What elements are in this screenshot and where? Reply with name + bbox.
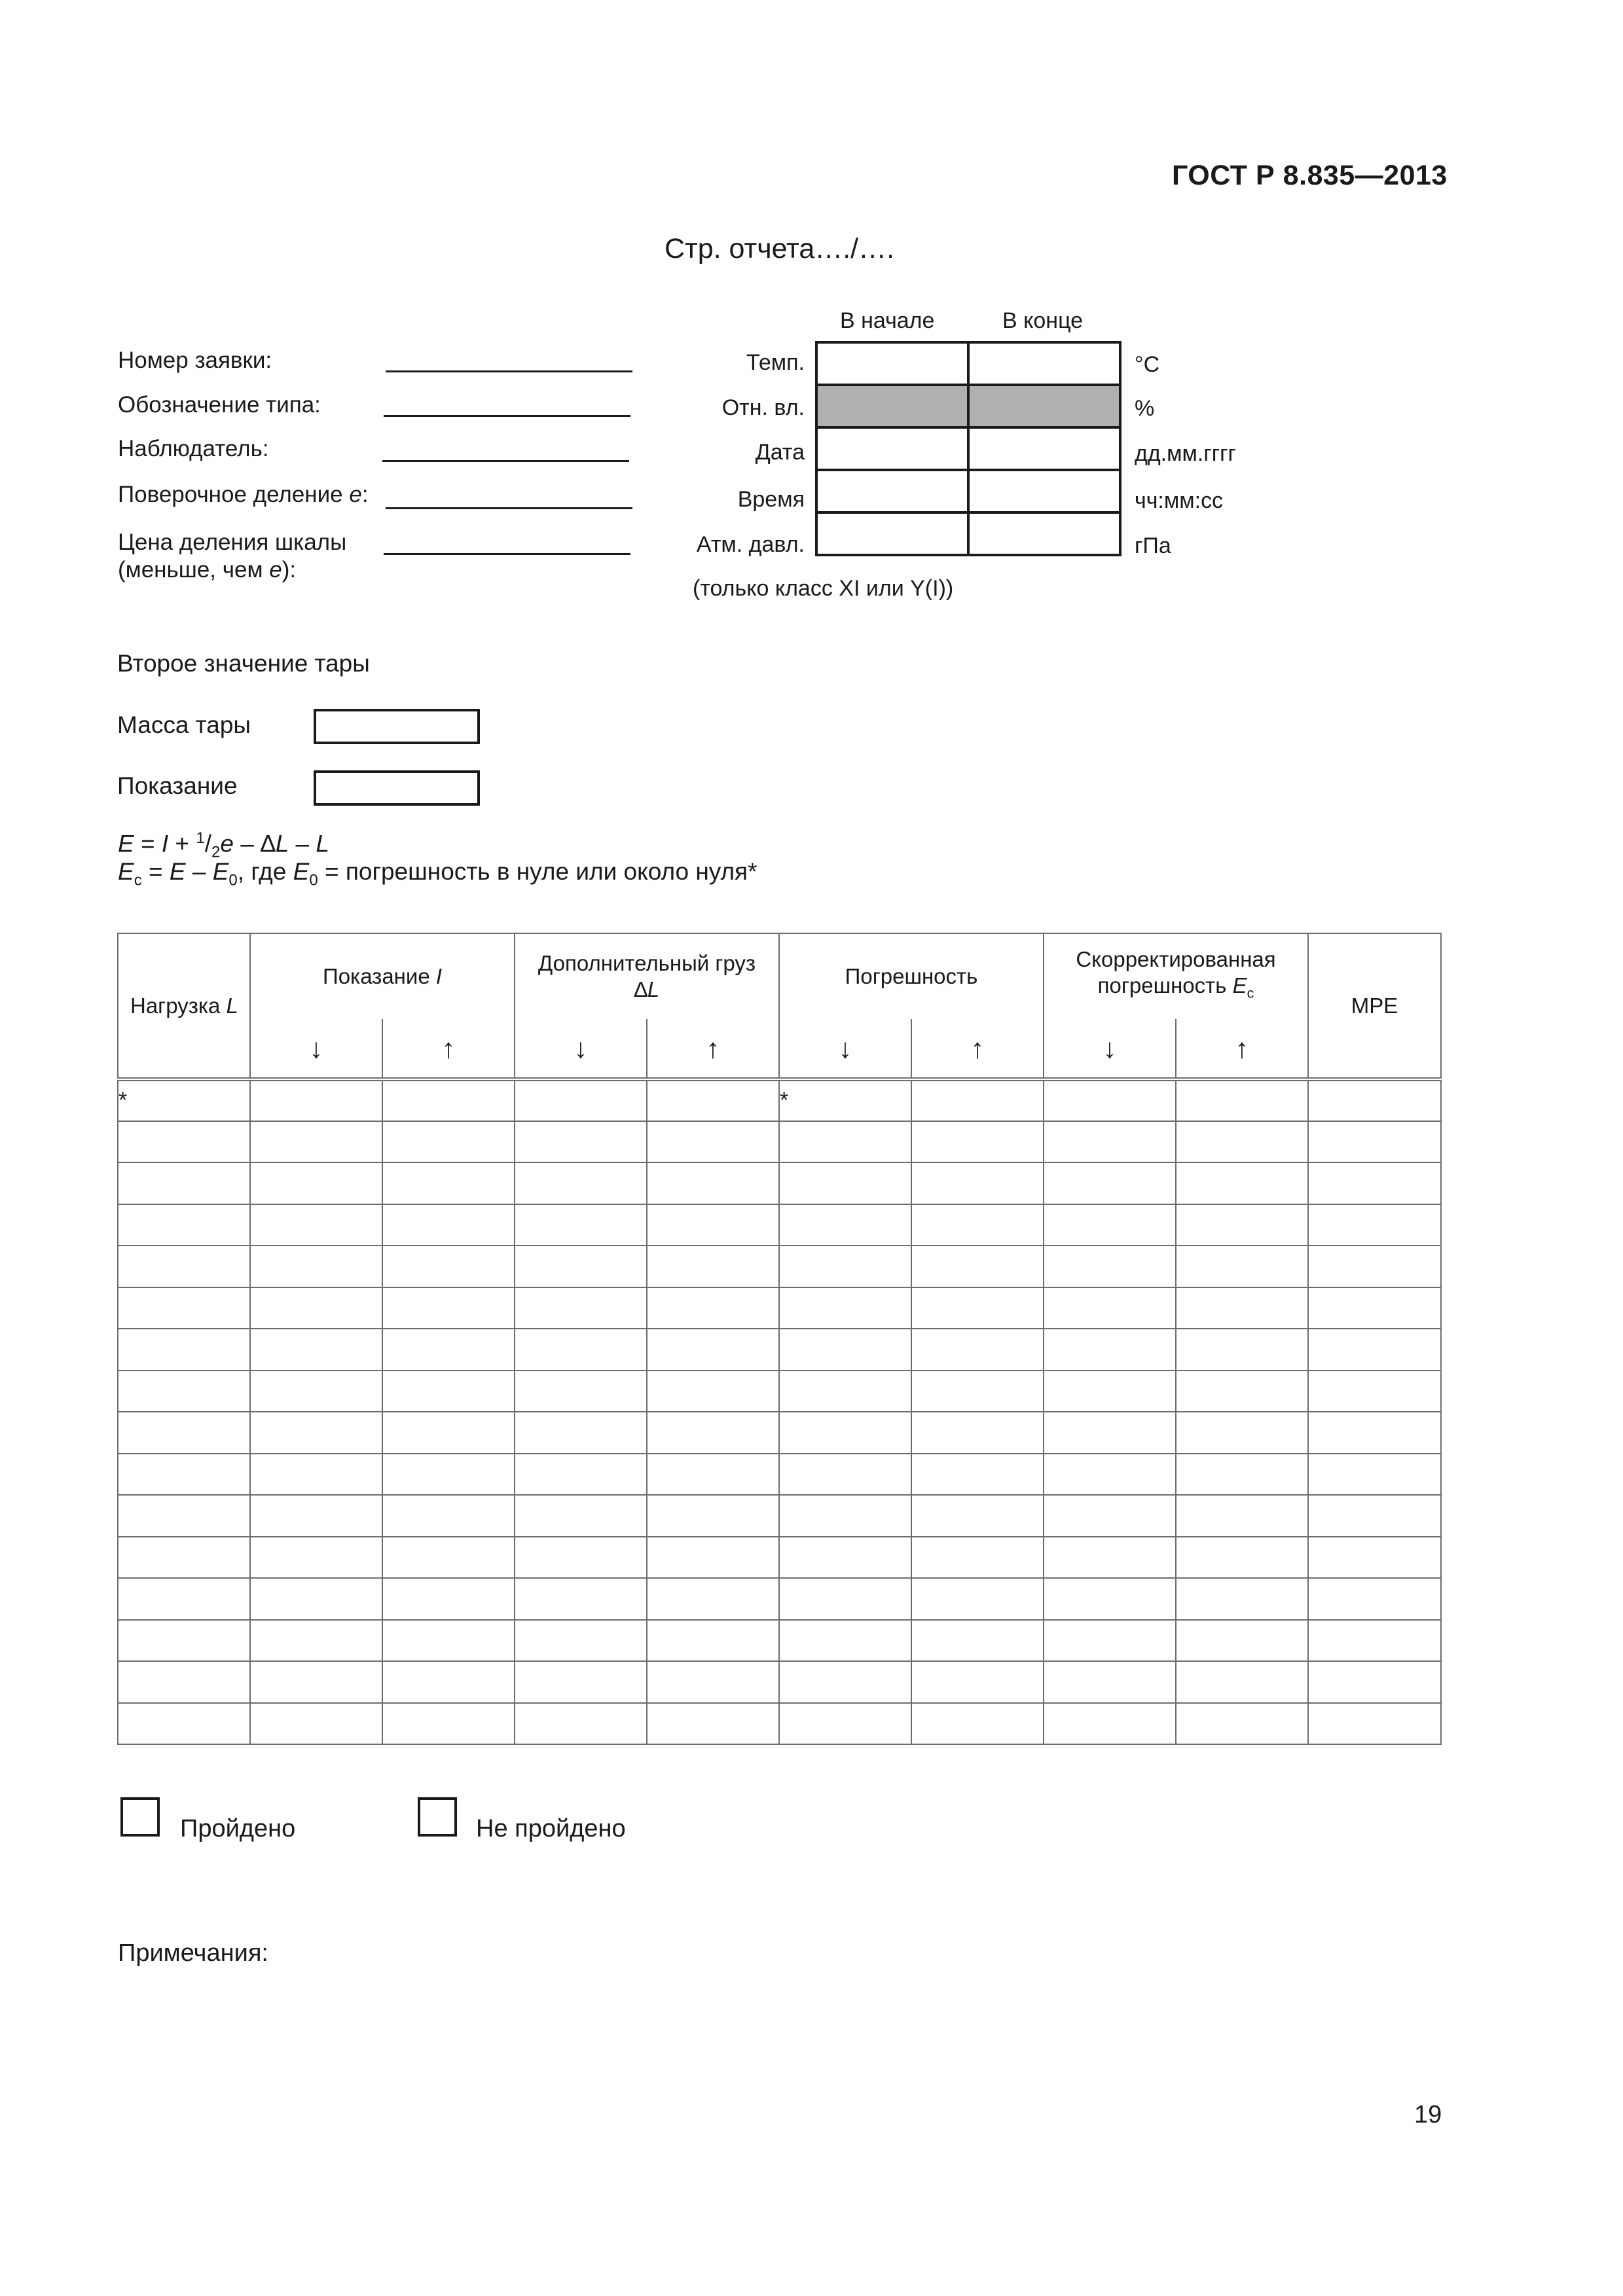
field-label-verification-interval: Поверочное деление e:	[118, 482, 369, 507]
table-cell[interactable]	[1176, 1079, 1308, 1121]
table-cell[interactable]	[1044, 1620, 1176, 1662]
table-cell[interactable]	[250, 1412, 382, 1454]
table-cell[interactable]	[1044, 1412, 1176, 1454]
failed-label: Не пройдено	[476, 1815, 626, 1842]
tare-reading-box[interactable]	[314, 770, 480, 806]
table-cell[interactable]	[118, 1162, 250, 1204]
field-label-type: Обозначение типа:	[118, 392, 321, 418]
table-cell[interactable]	[515, 1578, 647, 1620]
conditions-unit-pressure: гПа	[1135, 533, 1171, 558]
table-cell[interactable]	[779, 1703, 911, 1745]
table-cell[interactable]	[1044, 1495, 1176, 1537]
temp-start-cell[interactable]	[816, 342, 968, 385]
table-cell[interactable]	[515, 1537, 647, 1579]
table-cell[interactable]	[1176, 1495, 1308, 1537]
table-cell[interactable]	[647, 1371, 779, 1412]
table-cell[interactable]	[1308, 1620, 1441, 1662]
table-cell[interactable]	[515, 1495, 647, 1537]
conditions-col-end: В конце	[1002, 308, 1084, 333]
table-cell[interactable]	[1176, 1454, 1308, 1496]
temp-end-cell[interactable]	[968, 342, 1120, 385]
table-cell[interactable]	[515, 1661, 647, 1703]
table-row	[118, 1703, 1441, 1745]
col-header-load: Нагрузка L	[118, 933, 250, 1079]
table-cell[interactable]	[911, 1537, 1044, 1579]
conditions-col-start: В начале	[840, 308, 935, 333]
table-cell[interactable]	[250, 1495, 382, 1537]
table-cell[interactable]	[779, 1495, 911, 1537]
table-cell[interactable]	[647, 1454, 779, 1496]
table-row	[118, 1162, 1441, 1204]
table-cell[interactable]	[118, 1495, 250, 1537]
table-cell[interactable]	[382, 1412, 515, 1454]
zero-load-marker[interactable]: *	[779, 1079, 911, 1121]
table-cell[interactable]	[118, 1287, 250, 1329]
table-cell[interactable]	[911, 1287, 1044, 1329]
table-cell[interactable]	[779, 1204, 911, 1246]
table-cell[interactable]	[1176, 1620, 1308, 1662]
table-cell[interactable]	[1308, 1079, 1441, 1121]
table-cell[interactable]	[779, 1578, 911, 1620]
table-cell[interactable]	[779, 1412, 911, 1454]
table-cell[interactable]	[911, 1162, 1044, 1204]
table-cell[interactable]	[911, 1495, 1044, 1537]
failed-checkbox[interactable]	[418, 1797, 457, 1837]
table-cell[interactable]	[118, 1329, 250, 1371]
table-cell[interactable]	[382, 1246, 515, 1287]
humidity-end-cell[interactable]	[968, 385, 1120, 427]
table-cell[interactable]	[647, 1412, 779, 1454]
table-cell[interactable]	[779, 1329, 911, 1371]
table-cell[interactable]	[647, 1620, 779, 1662]
table-cell[interactable]	[118, 1371, 250, 1412]
field-label-request-number: Номер заявки:	[118, 348, 272, 373]
table-cell[interactable]	[382, 1371, 515, 1412]
table-cell[interactable]	[250, 1578, 382, 1620]
time-end-cell[interactable]	[968, 470, 1120, 512]
table-cell[interactable]	[382, 1121, 515, 1163]
table-cell[interactable]	[1044, 1329, 1176, 1371]
table-cell[interactable]	[1176, 1371, 1308, 1412]
page-number: 19	[1414, 2101, 1442, 2128]
table-cell[interactable]	[250, 1246, 382, 1287]
table-cell[interactable]	[647, 1079, 779, 1121]
test-results-table	[117, 933, 1442, 1745]
table-cell[interactable]	[1308, 1371, 1441, 1412]
table-cell[interactable]	[647, 1287, 779, 1329]
conditions-note: (только класс XI или Y(I))	[693, 576, 954, 601]
conditions-label-pressure: Атм. давл.	[696, 532, 805, 557]
table-cell[interactable]	[911, 1661, 1044, 1703]
table-cell[interactable]	[250, 1703, 382, 1745]
field-line-verification-interval[interactable]	[386, 507, 632, 509]
table-row	[118, 1079, 1441, 1121]
table-cell[interactable]	[647, 1204, 779, 1246]
table-cell[interactable]	[515, 1121, 647, 1163]
arrow-up-icon: ↑	[647, 1019, 779, 1079]
table-cell[interactable]	[647, 1495, 779, 1537]
table-cell[interactable]	[911, 1246, 1044, 1287]
table-cell[interactable]	[382, 1329, 515, 1371]
conditions-unit-time: чч:мм:сс	[1135, 488, 1224, 513]
table-row	[118, 1246, 1441, 1287]
table-cell[interactable]	[911, 1578, 1044, 1620]
table-cell[interactable]	[382, 1703, 515, 1745]
table-row	[118, 1454, 1441, 1496]
field-line-scale-interval[interactable]	[384, 553, 630, 555]
table-cell[interactable]	[1176, 1287, 1308, 1329]
table-cell[interactable]	[515, 1246, 647, 1287]
table-cell[interactable]	[647, 1162, 779, 1204]
tare-mass-box[interactable]	[314, 709, 480, 744]
table-row	[118, 1537, 1441, 1579]
col-header-reading: Показание I	[250, 933, 515, 1019]
table-cell[interactable]	[382, 1162, 515, 1204]
table-cell[interactable]	[1176, 1121, 1308, 1163]
humidity-start-cell[interactable]	[816, 385, 968, 427]
conditions-label-date: Дата	[755, 440, 805, 465]
table-cell[interactable]	[515, 1287, 647, 1329]
table-cell[interactable]	[250, 1537, 382, 1579]
table-cell[interactable]	[250, 1620, 382, 1662]
table-cell[interactable]	[779, 1620, 911, 1662]
table-cell[interactable]	[779, 1246, 911, 1287]
table-cell[interactable]	[1308, 1703, 1441, 1745]
table-row	[118, 1620, 1441, 1662]
table-cell[interactable]	[779, 1121, 911, 1163]
table-cell[interactable]	[779, 1371, 911, 1412]
table-cell[interactable]	[647, 1703, 779, 1745]
table-row	[118, 1371, 1441, 1412]
table-cell[interactable]	[250, 1079, 382, 1121]
table-cell[interactable]	[1176, 1162, 1308, 1204]
table-cell[interactable]	[911, 1204, 1044, 1246]
standard-number: ГОСТ Р 8.835—2013	[1172, 160, 1448, 191]
conditions-label-time: Время	[737, 487, 805, 512]
table-cell[interactable]	[1308, 1412, 1441, 1454]
tare-mass-label: Масса тары	[117, 711, 251, 738]
table-row	[118, 1329, 1441, 1371]
table-cell[interactable]	[1044, 1287, 1176, 1329]
arrow-down-icon: ↓	[515, 1019, 647, 1079]
field-label-scale-interval: Цена деления шкалы (меньше, чем e):	[118, 529, 347, 583]
field-line-request-number[interactable]	[386, 370, 632, 372]
table-cell[interactable]	[515, 1079, 647, 1121]
table-cell[interactable]	[118, 1620, 250, 1662]
table-cell[interactable]	[779, 1162, 911, 1204]
table-cell[interactable]	[250, 1162, 382, 1204]
table-cell[interactable]	[1308, 1246, 1441, 1287]
table-cell[interactable]	[1044, 1162, 1176, 1204]
table-cell[interactable]	[515, 1204, 647, 1246]
table-cell[interactable]	[911, 1412, 1044, 1454]
table-cell[interactable]	[647, 1578, 779, 1620]
table-row	[118, 1495, 1441, 1537]
table-cell[interactable]	[1308, 1329, 1441, 1371]
table-cell[interactable]	[1176, 1661, 1308, 1703]
table-cell[interactable]	[1176, 1703, 1308, 1745]
table-cell[interactable]	[1308, 1661, 1441, 1703]
table-cell[interactable]	[515, 1454, 647, 1496]
table-cell[interactable]	[382, 1495, 515, 1537]
table-cell[interactable]	[382, 1079, 515, 1121]
table-cell[interactable]	[515, 1162, 647, 1204]
table-row	[118, 1287, 1441, 1329]
conditions-label-humidity: Отн. вл.	[721, 395, 805, 420]
table-cell[interactable]	[250, 1121, 382, 1163]
table-cell[interactable]	[1176, 1246, 1308, 1287]
table-cell[interactable]	[1308, 1578, 1441, 1620]
table-cell[interactable]	[382, 1537, 515, 1579]
table-cell[interactable]	[1176, 1204, 1308, 1246]
table-row	[118, 1412, 1441, 1454]
table-cell[interactable]	[382, 1620, 515, 1662]
table-cell[interactable]	[1308, 1162, 1441, 1204]
table-cell[interactable]	[779, 1287, 911, 1329]
time-start-cell[interactable]	[816, 470, 968, 512]
col-header-extra-load: Дополнительный груз ∆L	[515, 933, 779, 1019]
arrow-down-icon: ↓	[250, 1019, 382, 1079]
table-row	[118, 1661, 1441, 1703]
table-cell[interactable]	[779, 1537, 911, 1579]
table-cell[interactable]	[1308, 1454, 1441, 1496]
conditions-label-temp: Темп.	[746, 350, 805, 375]
col-header-mpe: MPE	[1308, 933, 1441, 1079]
table-cell[interactable]	[1308, 1121, 1441, 1163]
table-cell[interactable]	[515, 1329, 647, 1371]
table-cell[interactable]	[382, 1661, 515, 1703]
table-cell[interactable]	[911, 1121, 1044, 1163]
table-cell[interactable]	[118, 1578, 250, 1620]
table-cell[interactable]	[911, 1371, 1044, 1412]
pressure-end-cell[interactable]	[968, 512, 1120, 555]
table-cell[interactable]	[1308, 1287, 1441, 1329]
table-cell[interactable]	[118, 1412, 250, 1454]
table-cell[interactable]	[382, 1454, 515, 1496]
date-end-cell[interactable]	[968, 427, 1120, 470]
table-cell[interactable]	[1044, 1371, 1176, 1412]
table-cell[interactable]	[118, 1246, 250, 1287]
table-cell[interactable]	[1176, 1537, 1308, 1579]
table-cell[interactable]	[1044, 1661, 1176, 1703]
col-header-error: Погрешность	[779, 933, 1044, 1019]
table-cell[interactable]	[647, 1329, 779, 1371]
table-cell[interactable]	[647, 1246, 779, 1287]
zero-load-marker[interactable]: *	[118, 1079, 250, 1121]
conditions-unit-temp: °C	[1135, 352, 1160, 377]
table-cell[interactable]	[911, 1703, 1044, 1745]
tare-reading-label: Показание	[117, 772, 238, 799]
table-cell[interactable]	[1308, 1204, 1441, 1246]
arrow-down-icon: ↓	[1044, 1019, 1176, 1079]
field-label-observer: Наблюдатель:	[118, 436, 269, 461]
table-cell[interactable]	[250, 1371, 382, 1412]
table-cell[interactable]	[1176, 1412, 1308, 1454]
table-cell[interactable]	[118, 1204, 250, 1246]
table-cell[interactable]	[250, 1204, 382, 1246]
table-body	[118, 1079, 1441, 1744]
table-cell[interactable]	[1044, 1204, 1176, 1246]
arrow-up-icon: ↑	[1176, 1019, 1308, 1079]
arrow-up-icon: ↑	[382, 1019, 515, 1079]
table-cell[interactable]	[118, 1537, 250, 1579]
table-cell[interactable]	[1176, 1329, 1308, 1371]
table-cell[interactable]	[118, 1661, 250, 1703]
field-line-type[interactable]	[384, 415, 630, 417]
field-line-observer[interactable]	[382, 460, 629, 462]
conditions-grid	[815, 341, 1122, 556]
table-cell[interactable]	[647, 1661, 779, 1703]
tare-title: Второе значение тары	[117, 650, 370, 677]
table-row	[118, 1578, 1441, 1620]
table-cell[interactable]	[1044, 1246, 1176, 1287]
table-cell[interactable]	[118, 1454, 250, 1496]
formula-corrected-error: $E_c = E - E_0$, где $E_0$ = погрешность в нуле или около нуля*	[118, 858, 757, 889]
table-cell[interactable]	[1044, 1079, 1176, 1121]
table-cell[interactable]	[1044, 1537, 1176, 1579]
table-cell[interactable]	[779, 1454, 911, 1496]
table-cell[interactable]	[118, 1703, 250, 1745]
table-cell[interactable]	[647, 1537, 779, 1579]
table-cell[interactable]	[382, 1287, 515, 1329]
table-cell[interactable]	[250, 1661, 382, 1703]
table-cell[interactable]	[911, 1620, 1044, 1662]
table-cell[interactable]	[118, 1121, 250, 1163]
table-cell[interactable]	[1176, 1578, 1308, 1620]
table-cell[interactable]	[382, 1578, 515, 1620]
arrow-down-icon: ↓	[779, 1019, 911, 1079]
table-cell[interactable]	[1044, 1703, 1176, 1745]
table-cell[interactable]	[250, 1454, 382, 1496]
table-cell[interactable]	[911, 1079, 1044, 1121]
passed-checkbox[interactable]	[120, 1797, 160, 1837]
table-cell[interactable]	[647, 1121, 779, 1163]
date-start-cell[interactable]	[816, 427, 968, 470]
formula-error: $E = I + ^1/_2e - \Delta L - L$	[118, 829, 329, 861]
table-cell[interactable]	[515, 1412, 647, 1454]
table-cell[interactable]	[515, 1703, 647, 1745]
pressure-start-cell[interactable]	[816, 512, 968, 555]
conditions-unit-date: дд.мм.гггг	[1135, 441, 1236, 466]
table-cell[interactable]	[515, 1620, 647, 1662]
table-row	[118, 1204, 1441, 1246]
table-cell[interactable]	[779, 1661, 911, 1703]
table-cell[interactable]	[1308, 1537, 1441, 1579]
notes-label: Примечания:	[118, 1939, 268, 1967]
table-cell[interactable]	[1044, 1121, 1176, 1163]
table-cell[interactable]	[515, 1371, 647, 1412]
table-cell[interactable]	[911, 1454, 1044, 1496]
table-cell[interactable]	[911, 1329, 1044, 1371]
table-cell[interactable]	[250, 1287, 382, 1329]
col-header-corrected-error: Скорректированная погрешность $E_c$	[1044, 933, 1308, 1019]
arrow-up-icon: ↑	[911, 1019, 1044, 1079]
table-cell[interactable]	[250, 1329, 382, 1371]
conditions-unit-humidity: %	[1135, 396, 1155, 421]
table-cell[interactable]	[1308, 1495, 1441, 1537]
table-cell[interactable]	[1044, 1578, 1176, 1620]
table-row	[118, 1121, 1441, 1163]
report-page: Стр. отчета…./….	[665, 233, 895, 264]
table-cell[interactable]	[382, 1204, 515, 1246]
table-cell[interactable]	[1044, 1454, 1176, 1496]
passed-label: Пройдено	[180, 1815, 296, 1842]
